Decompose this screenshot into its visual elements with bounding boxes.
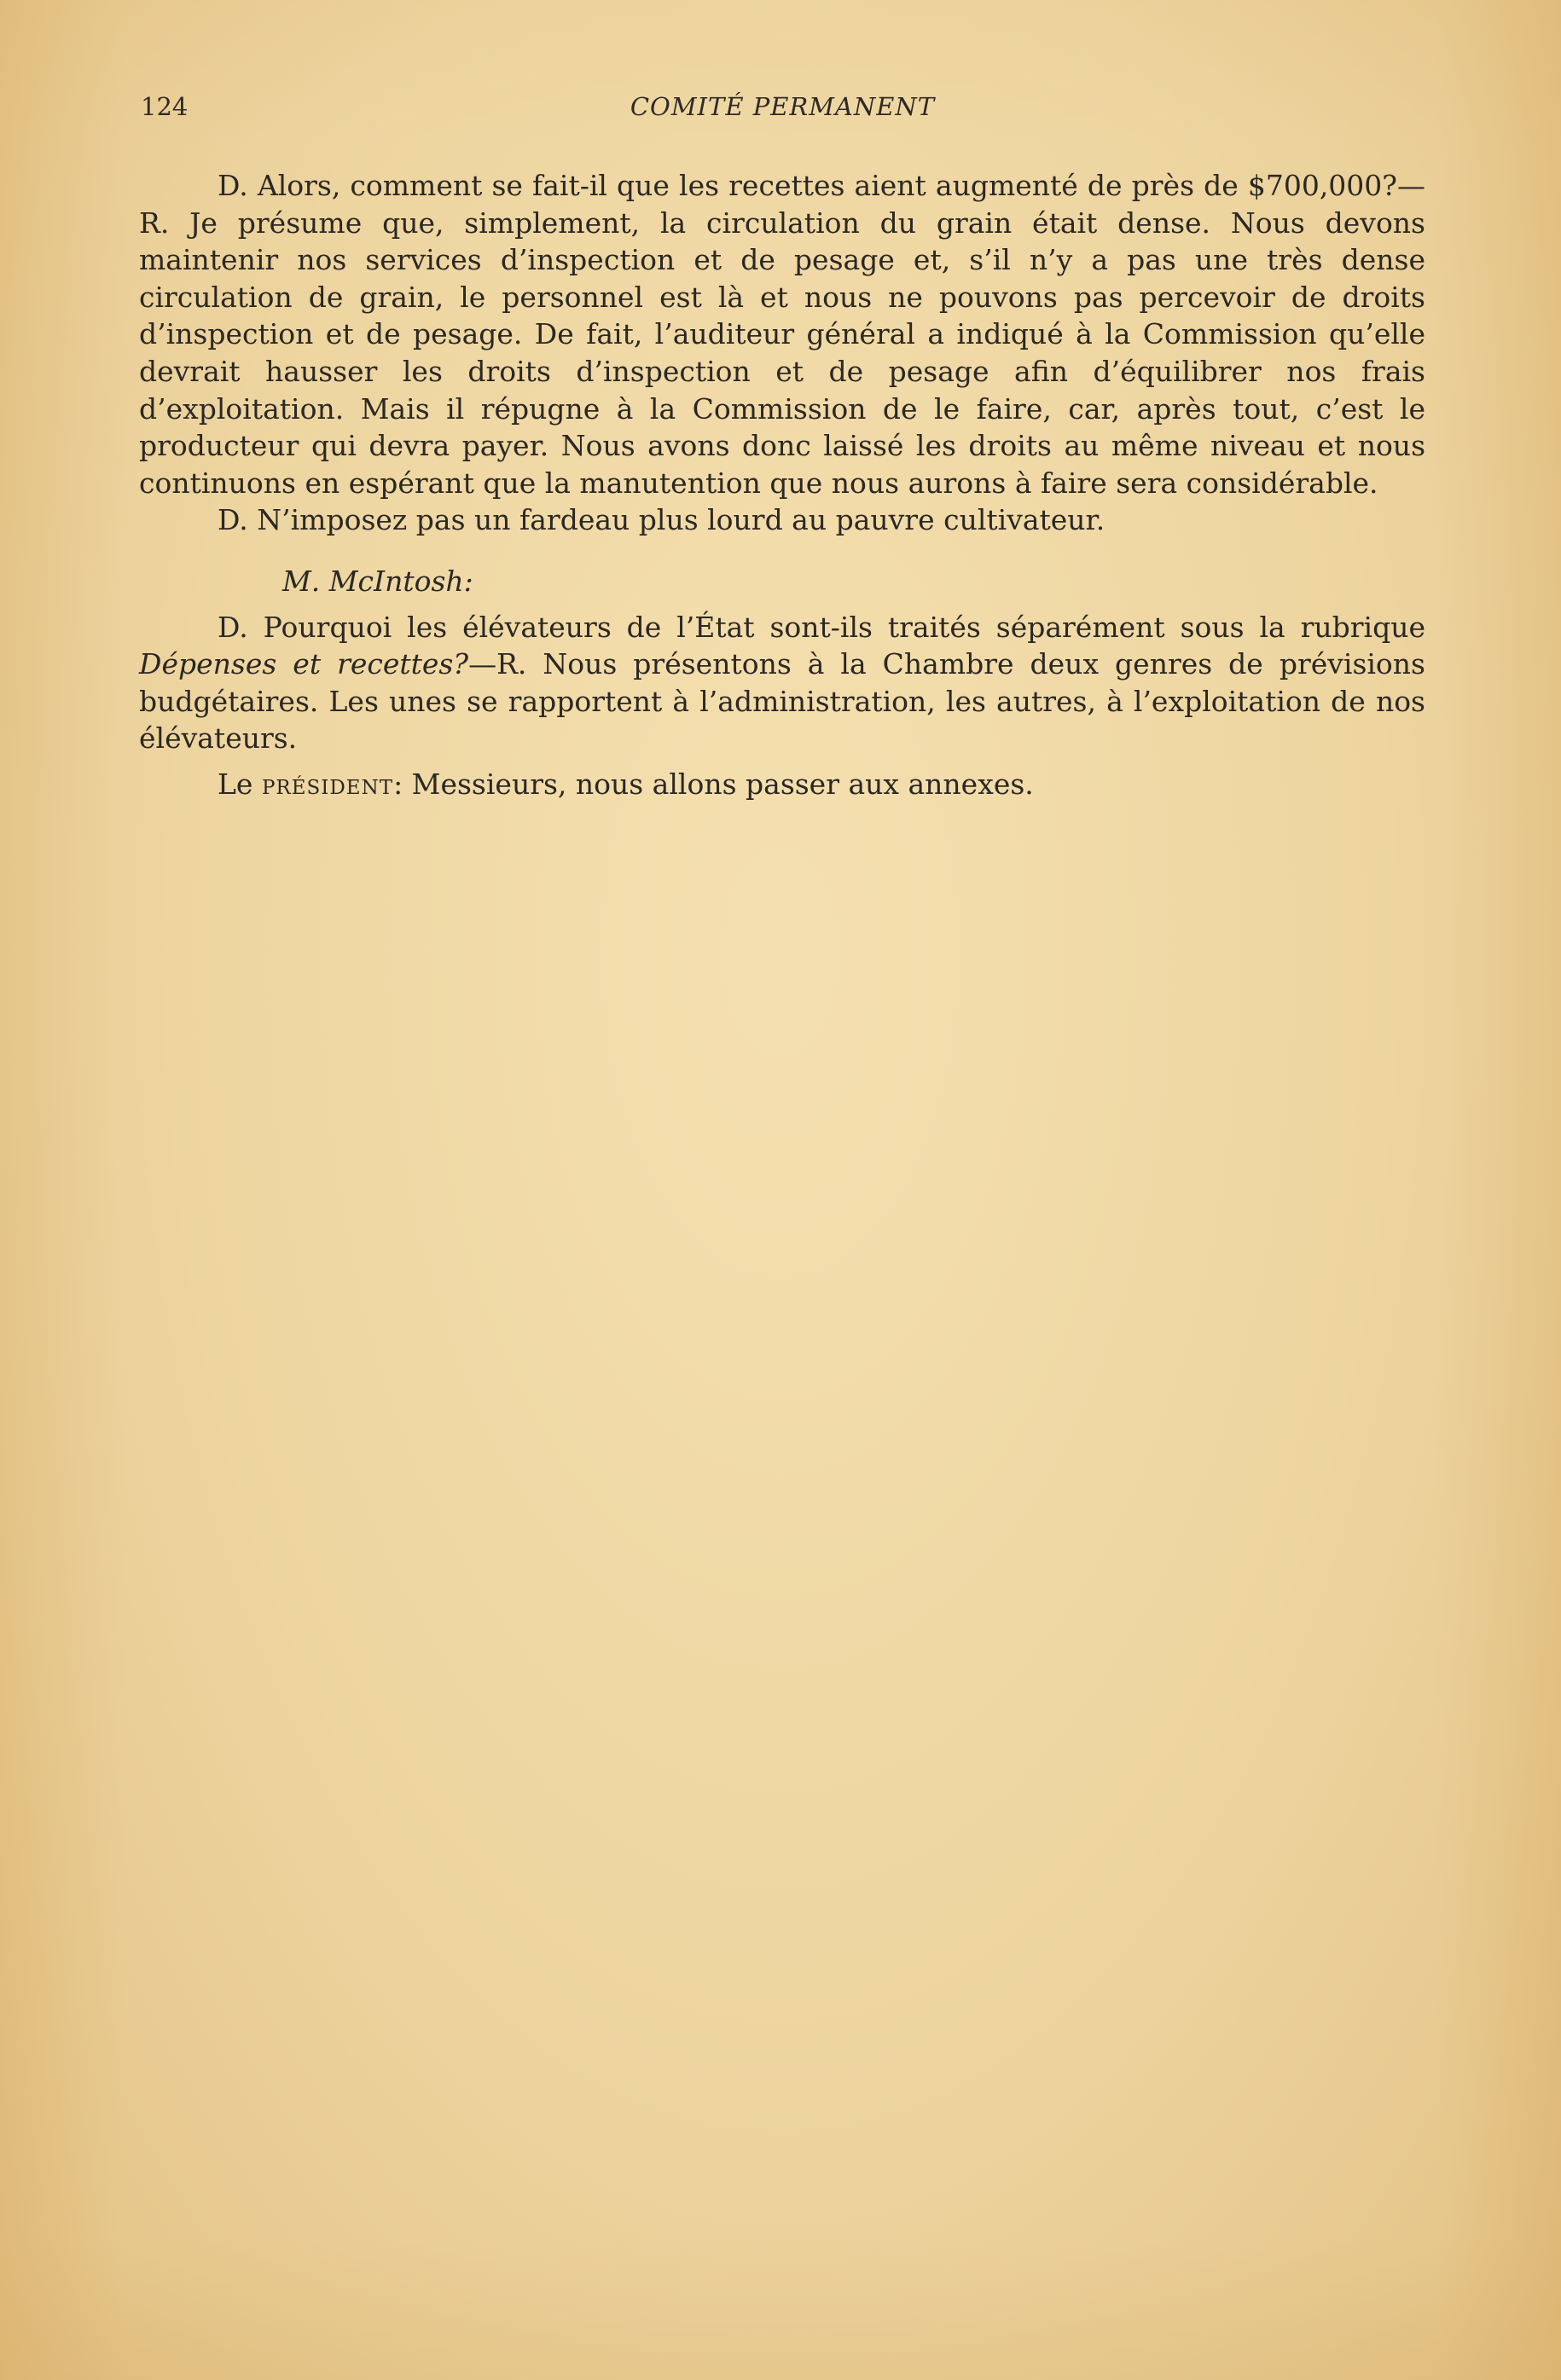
paragraph-question-receipts: D. Alors, comment se fait-il que les recettes aient augmenté de près de $700,000?—R. Je présume que, simplement, la circulation du grain était dense. Nous devons maintenir nos services d’inspection et de pesage et, s’il n’y a pas une très dense circulation de grain, le personnel est là et nous ne pouvons pas percevoir de droits d’inspection et de pesage. De fait, l’auditeur général a indiqué à la Commission qu’elle devrait hausser les droits d’inspection et de pesage afin d’équilibrer nos frais d’exploitation. Mais il répugne à la Commission de le faire, car, après tout, c’est le producteur qui devra payer. Nous avons donc laissé les droits au même niveau et nous continuons en espérant que la manutention que nous aurons à faire sera considérable. [139, 169, 1425, 500]
document-body [139, 167, 1425, 803]
paragraph-question-elevators [139, 609, 1425, 757]
page-number: 124 [141, 92, 189, 121]
paragraph-question-farmer: D. N’imposez pas un fardeau plus lourd au pauvre cultivateur. [218, 503, 1105, 537]
paragraph-president [139, 766, 1425, 803]
running-title: COMITÉ PERMANENT [630, 92, 936, 121]
italic-rubric: Dépenses et recettes? [139, 647, 469, 681]
president-statement: : Messieurs, nous allons passer aux annexes. [393, 767, 1034, 801]
president-prefix: Le [218, 767, 262, 801]
speaker-heading: M. McIntosh: [282, 564, 473, 598]
president-label: président [261, 767, 394, 801]
paragraph-text-end: —R. Nous présentons à la Chambre deux genres de prévisions budgétaires. Les unes se rapportent à l’administration, les autres, à l’exploitation de nos élévateurs. [139, 647, 1425, 756]
paragraph-text-start: D. Pourquoi les élévateurs de l’État sont-ils traités séparément sous la rubrique [218, 610, 1425, 644]
page-header [141, 92, 1425, 135]
